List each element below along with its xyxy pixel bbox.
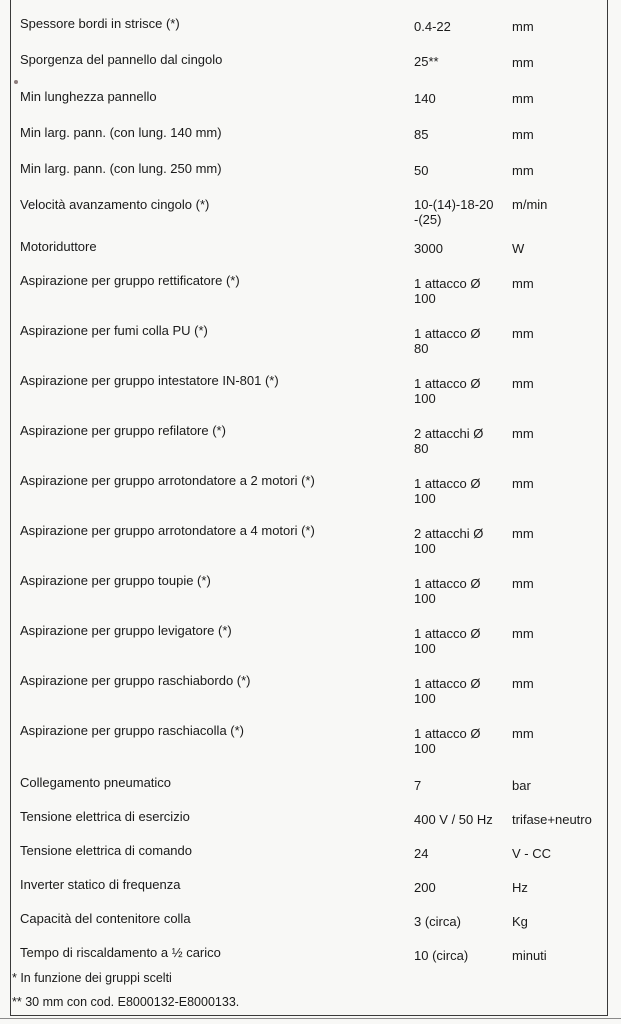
- row-label: Spessore bordi in strisce (*): [20, 16, 180, 31]
- row-label: Motoriduttore: [20, 239, 97, 254]
- row-unit: mm: [512, 526, 534, 541]
- table-row: [10, 228, 608, 262]
- row-value: 10-(14)-18-20 -(25): [414, 197, 494, 227]
- row-label: Capacità del contenitore colla: [20, 911, 191, 926]
- table-row: [10, 262, 608, 312]
- row-label: Aspirazione per gruppo levigatore (*): [20, 623, 232, 638]
- row-label: Tensione elettrica di esercizio: [20, 809, 190, 824]
- row-value: 2 attacchi Ø 80: [414, 426, 484, 456]
- row-label: Aspirazione per gruppo raschiabordo (*): [20, 673, 251, 688]
- row-unit: V - CC: [512, 846, 551, 861]
- row-unit: mm: [512, 276, 534, 291]
- table-row: [10, 662, 608, 712]
- row-label: Aspirazione per gruppo refilatore (*): [20, 423, 226, 438]
- row-unit: mm: [512, 376, 534, 391]
- row-label: Sporgenza del pannello dal cingolo: [20, 52, 223, 67]
- row-value: 10 (circa): [414, 948, 469, 963]
- row-value: 1 attacco Ø 100: [414, 676, 481, 706]
- row-value: 50: [414, 163, 429, 178]
- row-value: 0.4-22: [414, 19, 451, 34]
- row-unit: mm: [512, 426, 534, 441]
- row-unit: bar: [512, 778, 531, 793]
- row-unit: mm: [512, 676, 534, 691]
- row-value: 2 attacchi Ø 100: [414, 526, 484, 556]
- row-label: Aspirazione per fumi colla PU (*): [20, 323, 208, 338]
- footnotes: [12, 966, 239, 1014]
- row-value: 1 attacco Ø 100: [414, 626, 481, 656]
- table-row: [10, 831, 608, 865]
- table-row: [10, 462, 608, 512]
- row-unit: mm: [512, 91, 534, 106]
- row-value: 400 V / 50 Hz: [414, 812, 493, 827]
- row-unit: mm: [512, 476, 534, 491]
- row-unit: mm: [512, 163, 534, 178]
- table-row: [10, 712, 608, 763]
- row-value: 140: [414, 91, 436, 106]
- table-row: [10, 70, 608, 106]
- table-row: [10, 899, 608, 933]
- table-row: [10, 34, 608, 70]
- row-label: Aspirazione per gruppo intestatore IN-801 (*): [20, 373, 279, 388]
- row-label: Tempo di riscaldamento a ½ carico: [20, 945, 221, 960]
- footnote-general: * In funzione dei gruppi scelti: [12, 971, 172, 985]
- row-unit: m/min: [512, 197, 548, 212]
- row-unit: mm: [512, 127, 534, 142]
- row-value: 24: [414, 846, 429, 861]
- row-value: 1 attacco Ø 80: [414, 326, 481, 356]
- row-label: Aspirazione per gruppo raschiacolla (*): [20, 723, 245, 738]
- row-value: 1 attacco Ø 100: [414, 726, 481, 756]
- row-label: Min lunghezza pannello: [20, 89, 157, 104]
- table-row: [10, 562, 608, 612]
- row-label: Min larg. pann. (con lung. 140 mm): [20, 125, 222, 140]
- table-row: [10, 312, 608, 362]
- row-label: Collegamento pneumatico: [20, 775, 172, 790]
- row-value: 200: [414, 880, 436, 895]
- row-value: 3000: [414, 241, 443, 256]
- table-row: [10, 512, 608, 562]
- row-label: Min larg. pann. (con lung. 250 mm): [20, 161, 222, 176]
- table-row: [10, 0, 608, 34]
- row-unit: mm: [512, 55, 534, 70]
- row-value: 3 (circa): [414, 914, 461, 929]
- row-label: Aspirazione per gruppo arrotondatore a 4 motori (*): [20, 523, 315, 538]
- row-value: 7: [414, 778, 422, 793]
- table-row: [10, 362, 608, 412]
- row-unit: W: [512, 241, 525, 256]
- table-row: [10, 763, 608, 797]
- row-unit: mm: [512, 326, 534, 341]
- row-value: 1 attacco Ø 100: [414, 476, 481, 506]
- row-label: Aspirazione per gruppo toupie (*): [20, 573, 211, 588]
- row-label: Velocità avanzamento cingolo (*): [20, 197, 210, 212]
- table-row: [10, 612, 608, 662]
- footnote-code: ** 30 mm con cod. E8000132-E8000133.: [12, 995, 240, 1009]
- row-label: Inverter statico di frequenza: [20, 877, 181, 892]
- table-row: [10, 865, 608, 899]
- row-value: 25**: [414, 54, 439, 69]
- row-unit: Hz: [512, 880, 528, 895]
- row-unit: mm: [512, 576, 534, 591]
- row-value: 1 attacco Ø 100: [414, 376, 481, 406]
- row-unit: Kg: [512, 914, 528, 929]
- row-label: Aspirazione per gruppo rettificatore (*): [20, 273, 240, 288]
- table-row: [10, 933, 608, 965]
- row-label: Aspirazione per gruppo arrotondatore a 2 motori (*): [20, 473, 315, 488]
- table-row: [10, 797, 608, 831]
- table-row: [10, 106, 608, 142]
- spec-table-body: [10, 0, 608, 965]
- spec-table: [10, 0, 608, 965]
- row-unit: trifase+neutro: [512, 812, 592, 827]
- row-unit: mm: [512, 19, 534, 34]
- row-unit: mm: [512, 726, 534, 741]
- row-value: 1 attacco Ø 100: [414, 276, 481, 306]
- table-row: [10, 178, 608, 228]
- row-unit: mm: [512, 626, 534, 641]
- row-unit: minuti: [512, 948, 547, 963]
- row-value: 85: [414, 127, 429, 142]
- table-row: [10, 142, 608, 178]
- table-row: [10, 412, 608, 462]
- row-label: Tensione elettrica di comando: [20, 843, 192, 858]
- row-value: 1 attacco Ø 100: [414, 576, 481, 606]
- page-bottom-rule: [0, 1018, 621, 1019]
